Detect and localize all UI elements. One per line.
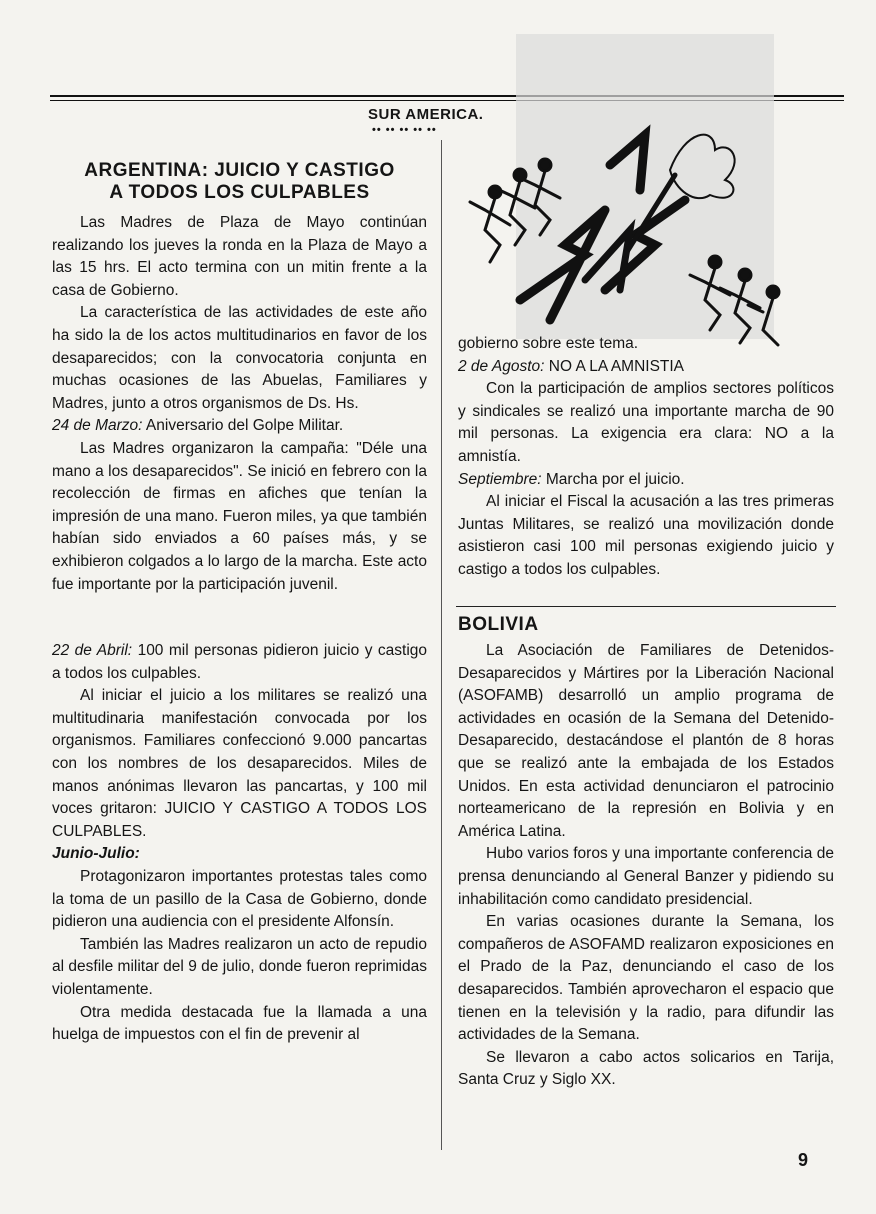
article-headline-line2: A TODOS LOS CULPABLES <box>109 182 370 203</box>
paragraph: Al iniciar el juicio a los militares se realizó una multitudinaria manifestación convocada por los organismos. Familiares confeccionó 9.000 pancartas con los nombres de los desaparecidos. Miles de manos anónimas llevaron las pancartas, y 100 mil voces gritaron: JUICIO Y CASTIGO A TODOS LOS CULPABLES. <box>52 687 427 840</box>
date-text: 100 mil personas pidieron juicio y castigo a todos los culpables. <box>52 642 427 682</box>
section-title: SUR AMERICA. <box>368 106 484 123</box>
section-divider <box>456 606 836 607</box>
paragraph: La característica de las actividades de este año ha sido la de los actos multitudinarios en favor de los desaparecidos; con la convocatoria conjunta en muchas ocasiones de las Abuelas, Familiares y Madres, junto a otros organismos de Ds. Hs. <box>52 304 427 412</box>
dated-entry <box>52 415 427 438</box>
paragraph: En varias ocasiones durante la Semana, los compañeros de ASOFAMD realizaron exposiciones en el Prado de la Paz, denunciando el caso de los desaparecidos. También aprovecharon el espacio que tienen en la televisión y la radio, para difundir las actividades de la Semana. <box>458 913 834 1044</box>
dated-entry <box>458 469 834 492</box>
paragraph: Las Madres organizaron la campaña: "Déle una mano a los desaparecidos". Se inició en febrero con la recolección de firmas en afiches que tenían la impresión de una mano. Fueron miles, ya que también habían sido enviados a 60 países más, y se exhibieron colgados a lo largo de la marcha. Este acto fue importante por la participación juvenil. <box>52 439 427 593</box>
date-text: Marcha por el juicio. <box>541 470 685 488</box>
date-label: Junio-Julio: <box>52 845 140 863</box>
date-text: NO A LA AMNISTIA <box>544 357 685 375</box>
dated-entry <box>52 843 427 866</box>
paragraph: Las Madres de Plaza de Mayo continúan realizando los jueves la ronda en la Plaza de Mayo a las 15 hrs. El acto termina con un mitin frente a la casa de Gobierno. <box>52 214 427 299</box>
dated-entry <box>458 356 834 379</box>
column-divider <box>441 140 442 1150</box>
date-text: Aniversario del Golpe Militar. <box>142 417 344 435</box>
dated-entry <box>52 640 427 685</box>
paragraph: gobierno sobre este tema. <box>458 335 639 352</box>
right-column-top <box>458 333 834 582</box>
paragraph: Otra medida destacada fue la llamada a una huelga de impuestos con el fin de prevenir al <box>52 1003 427 1044</box>
paragraph: Se llevaron a cabo actos solicarios en Tarija, Santa Cruz y Siglo XX. <box>458 1048 834 1089</box>
paragraph: Hubo varios foros y una importante conferencia de prensa denunciando al General Banzer y pidiendo su inhabilitación como candidato presidencial. <box>458 845 834 908</box>
date-label: 24 de Marzo: <box>52 417 143 435</box>
paragraph: Al iniciar el Fiscal la acusación a las tres primeras Juntas Militares, se realizó una movilización donde asistieron casi 100 mil personas exigiendo juicio y castigo a todos los culpables. <box>458 493 834 578</box>
paragraph: La Asociación de Familiares de Detenidos-Desaparecidos y Mártires por la Liberación Nacional (ASOFAMB) desarrolló un amplio programa de actividades en ocasión de la Semana del Detenido-Desaparecido, destacándose el plantón de 8 horas que se realizó ante la embajada de los Estados Unidos. En esta actividad denunciaron el patrocinio norteamericano de la represión en Bolivia y en América Latina. <box>458 642 834 840</box>
paragraph: Protagonizaron importantes protestas tales como la toma de un pasillo de la Casa de Gobierno, donde pidieron una audiencia con el presidente Alfonsín. <box>52 868 427 931</box>
article-headline-line1: ARGENTINA: JUICIO Y CASTIGO <box>84 160 395 181</box>
section-dots: •• •• •• •• •• <box>372 124 437 136</box>
page-number: 9 <box>798 1150 809 1170</box>
paragraph: Con la participación de amplios sectores políticos y sindicales se realizó una importante marcha de 90 mil personas. La exigencia era clara: NO a la amnistía. <box>458 380 834 465</box>
paragraph: También las Madres realizaron un acto de repudio al desfile militar del 9 de julio, donde fueron reprimidas violentamente. <box>52 935 427 998</box>
right-column-bolivia <box>458 614 834 1092</box>
protest-figures-illustration <box>455 30 795 350</box>
date-label: Septiembre: <box>458 470 542 488</box>
left-column <box>52 160 427 1047</box>
date-label: 22 de Abril: <box>52 642 133 660</box>
bolivia-heading: BOLIVIA <box>458 614 539 635</box>
date-label: 2 de Agosto: <box>458 357 545 375</box>
